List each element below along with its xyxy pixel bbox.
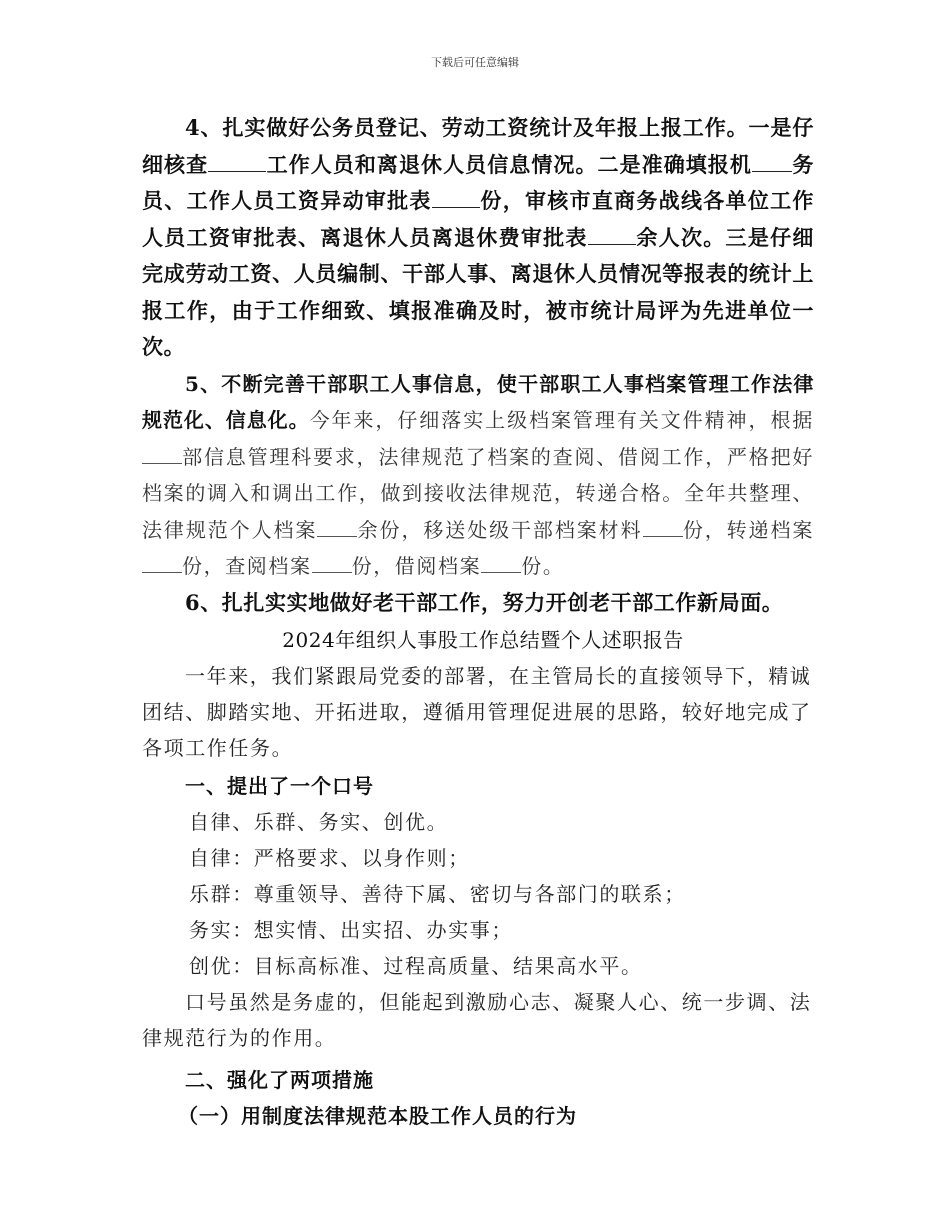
blank-line [208,153,266,172]
paragraph-5-seg3: 余份，移送处级干部档案材料 [357,517,643,542]
paragraph-5-seg6: 份，借阅档案 [351,554,482,579]
blank-line [142,445,182,464]
paragraph-5 [142,366,814,586]
blank-line [481,554,521,573]
paragraph-4-seg4: 份，审核市直商务战线各单位工作人员工资审批表、离退休人员离退休费审批表 [142,188,814,250]
blank-line [643,518,683,537]
paragraph-5-seg2: 部信息管理科要求，法律规范了档案的查阅、借阅工作，严格把好档案的调入和调出工作，做到接收法律规范，转递合格。全年共整理、法律规范个人档案 [142,444,814,542]
paragraph-4 [142,110,814,366]
paragraph-4-seg3: 务员、工作人员工资异动审批表 [142,151,814,213]
paragraph-5-seg7: 份。 [521,554,565,579]
slogan-line: 自律：严格要求、以身作则； [189,845,470,870]
blank-line [312,554,352,573]
slogan-line: 创优：目标高标准、过程高质量、结果高水平。 [189,953,643,978]
paragraph-6: 6、扎扎实实地做好老干部工作，努力开创老干部工作新局面。 [185,590,784,616]
report-title: 2024年组织人事股工作总结暨个人述职报告 [282,627,684,652]
blank-line [317,518,357,537]
paragraph-4-seg2: 工作人员和离退休人员信息情况。二是准确填报机 [266,151,752,177]
section-1-heading: 一、提出了一个口号 [185,773,374,798]
blank-line [432,189,480,208]
paragraph-5-heading: 5、不断完善干部职工人事信息，使干部职工人事档案管理工作法律规范化、信息化。 [142,371,814,433]
blank-line [752,153,792,172]
page-header: 下载后可任意编辑 [431,56,519,69]
paragraph-5-seg5: 份，查阅档案 [182,554,312,579]
section-2-heading: 二、强化了两项措施 [185,1067,374,1092]
blank-line [588,226,636,245]
paragraph-5-seg4: 份，转递档案 [682,517,814,542]
report-intro: 一年来，我们紧跟局党委的部署，在主管局长的直接领导下，精诚团结、脚踏实地、开拓进取，遵循用管理促进展的思路，较好地完成了各项工作任务。 [142,663,812,760]
paragraph-4-seg1: 4、扎实做好公务员登记、劳动工资统计及年报上报工作。一是仔细核查 [142,115,814,177]
paragraph-5-seg1: 今年来，仔细落实上级档案管理有关文件精神，根据 [309,408,814,433]
document-body [142,110,814,1134]
blank-line [142,554,182,573]
slogan-line: 乐群：尊重领导、善待下属、密切与各部门的联系； [189,881,686,906]
section-1-closing: 口号虽然是务虚的，但能起到激励心志、凝聚人心、统一步调、法律规范行为的作用。 [142,989,812,1050]
section-2-subheading: （一）用制度法律规范本股工作人员的行为 [178,1103,577,1128]
slogan-line: 自律、乐群、务实、创优。 [189,809,449,834]
paragraph-4-seg5: 余人次。三是仔细完成劳动工资、人员编制、干部人事、离退休人员情况等报表的统计上报工作，由于工作细致、填报准确及时，被市统计局评为先进单位一次。 [142,224,814,359]
slogan-line: 务实：想实情、出实招、办实事； [189,917,513,942]
